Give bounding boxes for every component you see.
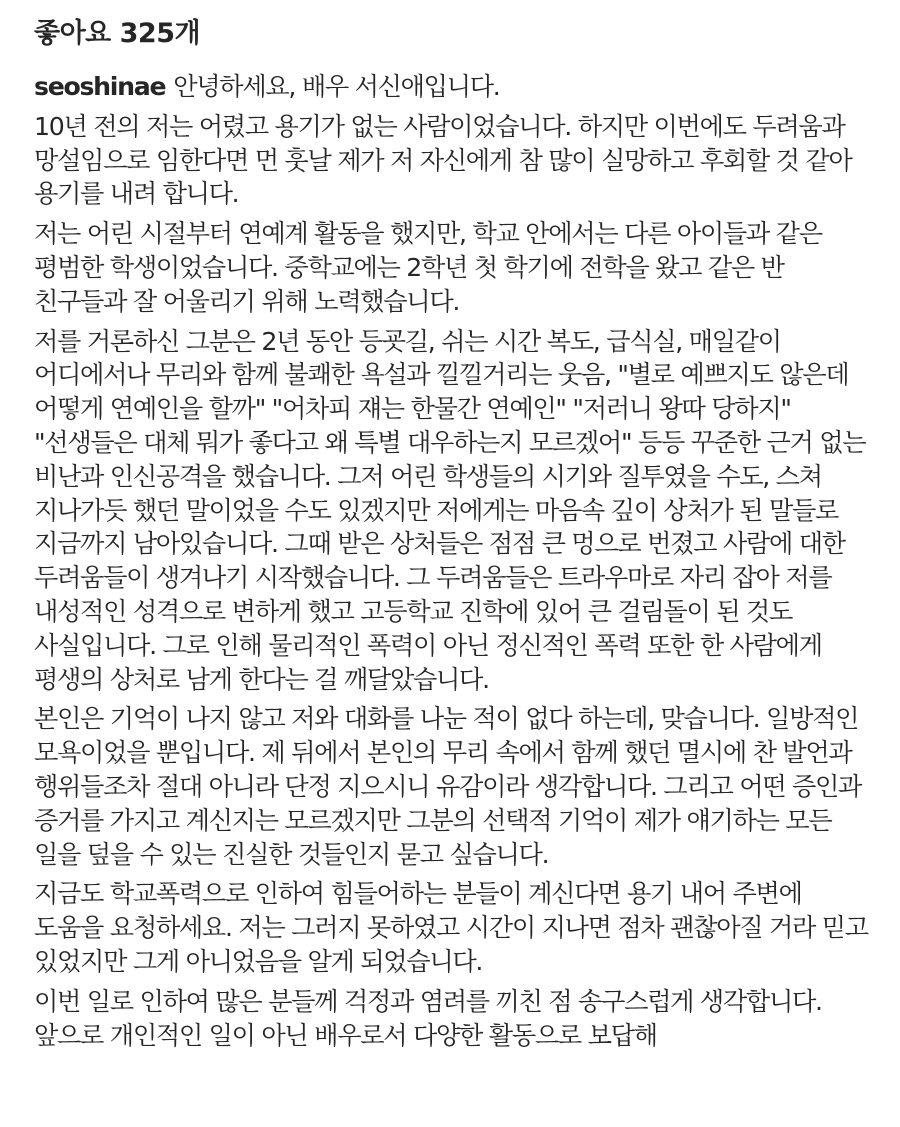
caption xyxy=(34,70,874,1052)
caption-first-line: 안녕하세요, 배우 서신애입니다. xyxy=(173,72,500,101)
username-link[interactable]: seoshinae xyxy=(34,72,166,101)
caption-paragraph: 저는 어린 시절부터 연예계 활동을 했지만, 학교 안에서는 다른 아이들과 같은 평범한 학생이었습니다. 중학교에는 2학년 첫 학기에 전학을 왔고 같은 반 친구들과 잘 어울리기 위해 노력했습니다. xyxy=(34,219,822,316)
likes-count[interactable]: 좋아요 325개 xyxy=(34,18,201,49)
caption-paragraph xyxy=(34,70,874,104)
caption-paragraph: 본인은 기억이 나지 않고 저와 대화를 나눈 적이 없다 하는데, 맞습니다. 일방적인 모욕이었을 뿐입니다. 제 뒤에서 본인의 무리 속에서 함께 했던 멸시에 찬 발언과 행위들조차 절대 아니라 단정 지으시니 유감이라 생각합니다. 그리고 어떤 증인과 증거를 가지고 계신지는 모르겠지만 그분의 선택적 기억이 제가 얘기하는 모든 일을 덮을 수 있는 진실한 것들인지 묻고 싶습니다. xyxy=(34,704,862,869)
caption-paragraph: 10년 전의 저는 어렸고 용기가 없는 사람이었습니다. 하지만 이번에도 두려움과 망설임으로 임한다면 먼 훗날 제가 저 자신에게 참 많이 실망하고 후회할 것 같아 용기를 내려 합니다. xyxy=(34,111,852,209)
caption-paragraph: 저를 거론하신 그분은 2년 동안 등굣길, 쉬는 시간 복도, 급식실, 매일같이 어디에서나 무리와 함께 불쾌한 욕설과 낄낄거리는 웃음, "별로 예쁘지도 않은데 어떻게 연예인을 할까" "어차피 쟤는 한물간 연예인" "저러니 왕따 당하지" "선생들은 대체 뭐가 좋다고 왜 특별 대우하는지 모르겠어" 등등 꾸준한 근거 없는 비난과 인신공격을 했습니다. 그저 어린 학생들의 시기와 질투였을 수도, 스쳐 지나가듯 했던 말이었을 수도 있겠지만 저에게는 마음속 깊이 상처가 된 말들로 지금까지 남아있습니다. 그때 받은 상처들은 점점 큰 멍으로 번졌고 사람에 대한 두려움들이 생겨나기 시작했습니다. 그 두려움들은 트라우마로 자리 잡아 저를 내성적인 성격으로 변하게 했고 고등학교 진학에 있어 큰 걸림돌이 된 것도 사실입니다. 그로 인해 물리적인 폭력이 아닌 정신적인 폭력 또한 한 사람에게 평생의 상처로 남게 한다는 걸 깨달았습니다. xyxy=(34,326,866,694)
caption-paragraph: 지금도 학교폭력으로 인하여 힘들어하는 분들이 계신다면 용기 내어 주변에 도움을 요청하세요. 저는 그러지 못하였고 시간이 지나면 점차 괜찮아질 거라 믿고 있었지만 그게 아니었음을 알게 되었습니다. xyxy=(34,879,868,976)
post-caption-area xyxy=(34,12,874,1058)
caption-paragraph: 이번 일로 인하여 많은 분들께 걱정과 염려를 끼친 점 송구스럽게 생각합니다. 앞으로 개인적인 일이 아닌 배우로서 다양한 활동으로 보답해 xyxy=(34,986,822,1050)
